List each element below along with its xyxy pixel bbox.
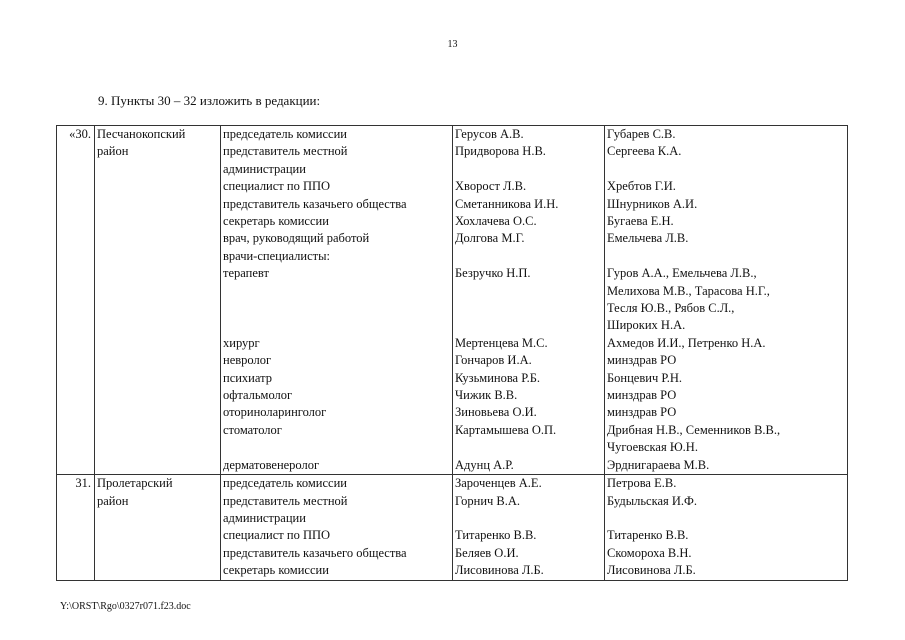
cell-line: Беляев О.И.	[455, 545, 519, 560]
cell-line: Пролетарский	[97, 476, 173, 491]
row-number-cell	[57, 475, 95, 580]
cell-line	[223, 439, 450, 456]
cell-line: Зароченцев А.Е.	[455, 476, 542, 491]
file-path-footer: Y:\ORST\Rgo\0327r071.f23.doc	[60, 601, 191, 612]
cell-line: Шнурников А.И.	[607, 196, 698, 211]
cell-line	[455, 248, 602, 265]
cell-line: район	[97, 493, 129, 508]
cell-line: Тесля Ю.В., Рябов С.Л.,	[607, 301, 735, 316]
cell-line: Мелихова М.В., Тарасова Н.Г.,	[607, 283, 770, 298]
cell-line: психиатр	[223, 370, 272, 385]
cell-line	[455, 300, 602, 317]
cell-line: Чугоевская Ю.Н.	[607, 440, 698, 455]
cell-line: Петрова Е.В.	[607, 476, 677, 491]
cell-line: минздрав РО	[607, 405, 677, 420]
cell-line: специалист по ППО	[223, 528, 331, 543]
cell-line	[455, 283, 602, 300]
cell-line: специалист по ППО	[223, 179, 331, 194]
cell-line: представитель казачьего общества	[223, 196, 407, 211]
cell-line	[223, 317, 450, 334]
cell-line: представитель местной	[223, 493, 348, 508]
cell-line: администрации	[223, 161, 306, 176]
cell-line: Безручко Н.П.	[455, 266, 531, 281]
cell-line: Губарев С.В.	[607, 127, 676, 141]
cell-line: Широких Н.А.	[607, 318, 686, 333]
cell-line: Картамышева О.П.	[455, 422, 557, 437]
reserve-members-cell	[605, 475, 848, 580]
cell-line: Гончаров И.А.	[455, 353, 532, 368]
cell-line	[455, 161, 602, 178]
cell-line: Герусов А.В.	[455, 127, 524, 141]
cell-line	[223, 283, 450, 300]
cell-line	[455, 439, 602, 456]
commission-table	[56, 125, 848, 581]
cell-line: Ахмедов И.И., Петренко Н.А.	[607, 335, 766, 350]
cell-line: Хребтов Г.И.	[607, 179, 676, 194]
cell-line: Кузьминова Р.Б.	[455, 370, 541, 385]
cell-line: Бугаева Е.Н.	[607, 214, 674, 229]
cell-line: Зиновьева О.И.	[455, 405, 537, 420]
cell-line: Адунц А.Р.	[455, 457, 514, 472]
cell-line: дерматовенеролог	[223, 457, 320, 472]
cell-line: Горнич В.А.	[455, 493, 521, 508]
cell-line: район	[97, 144, 129, 159]
cell-line: «30.	[69, 127, 91, 141]
cell-line	[455, 317, 602, 334]
cell-line: представитель казачьего общества	[223, 545, 407, 560]
cell-line: Скомороха В.Н.	[607, 545, 692, 560]
cell-line: Дрибная Н.В., Семенников В.В.,	[607, 422, 781, 437]
cell-line: Сметанникова И.Н.	[455, 196, 559, 211]
main-members-cell	[453, 126, 605, 475]
cell-line: врач, руководящий работой	[223, 231, 370, 246]
cell-line: секретарь комиссии	[223, 214, 329, 229]
cell-line: офтальмолог	[223, 388, 293, 403]
cell-line: Сергеева К.А.	[607, 144, 682, 159]
cell-line	[607, 248, 845, 265]
cell-line: Бонцевич Р.Н.	[607, 370, 683, 385]
cell-line: представитель местной	[223, 144, 348, 159]
cell-line: Лисовинова Л.Б.	[455, 563, 544, 578]
page-number: 13	[447, 39, 458, 50]
cell-line: стоматолог	[223, 422, 282, 437]
cell-line	[223, 300, 450, 317]
cell-line	[455, 510, 602, 527]
district-cell	[95, 126, 221, 475]
reserve-members-cell	[605, 126, 848, 475]
cell-line: Будыльская И.Ф.	[607, 493, 698, 508]
cell-line: оториноларинголог	[223, 405, 327, 420]
cell-line: 31.	[75, 476, 91, 491]
commission-table-body	[57, 126, 848, 581]
cell-line: Титаренко В.В.	[455, 528, 537, 543]
cell-line: Песчанокопский	[97, 127, 186, 141]
cell-line: Эрднигараева М.В.	[607, 457, 710, 472]
cell-line: Чижик В.В.	[455, 388, 518, 403]
cell-line: Емельчева Л.В.	[607, 231, 689, 246]
district-cell	[95, 475, 221, 580]
cell-line: Придворова Н.В.	[455, 144, 546, 159]
cell-line: Гуров А.А., Емельчева Л.В.,	[607, 266, 757, 281]
cell-line: минздрав РО	[607, 388, 677, 403]
table-row	[57, 126, 848, 475]
cell-line: Мертенцева М.С.	[455, 335, 548, 350]
roles-cell	[221, 475, 453, 580]
cell-line: врачи-специалисты:	[223, 248, 330, 263]
cell-line: председатель комиссии	[223, 476, 347, 491]
cell-line: хирург	[223, 335, 260, 350]
cell-line: Лисовинова Л.Б.	[607, 563, 696, 578]
cell-line: невролог	[223, 353, 272, 368]
intro-paragraph: 9. Пункты 30 – 32 изложить в редакции:	[98, 93, 321, 108]
cell-line: Хворост Л.В.	[455, 179, 527, 194]
roles-cell	[221, 126, 453, 475]
cell-line	[607, 161, 845, 178]
cell-line: секретарь комиссии	[223, 563, 329, 578]
cell-line	[607, 510, 845, 527]
cell-line: Хохлачева О.С.	[455, 214, 537, 229]
cell-line: терапевт	[223, 266, 269, 281]
cell-line: минздрав РО	[607, 353, 677, 368]
main-members-cell	[453, 475, 605, 580]
row-number-cell	[57, 126, 95, 475]
cell-line: председатель комиссии	[223, 127, 347, 141]
table-row	[57, 475, 848, 580]
cell-line: Долгова М.Г.	[455, 231, 525, 246]
cell-line: администрации	[223, 510, 306, 525]
cell-line: Титаренко В.В.	[607, 528, 689, 543]
